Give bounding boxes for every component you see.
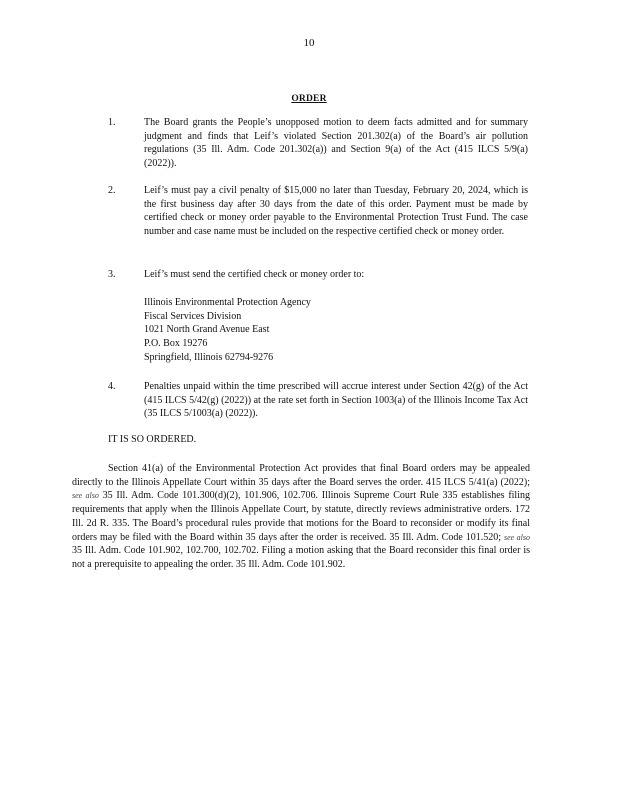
address-line: Illinois Environmental Protection Agency: [144, 297, 311, 308]
mailing-address: [144, 296, 311, 365]
address-line: P.O. Box 19276: [144, 338, 208, 350]
order-heading-text: ORDER: [291, 94, 327, 104]
item-number: 2.: [108, 185, 116, 196]
item-number: 4.: [108, 381, 116, 392]
see-also-signal: see also: [503, 532, 530, 542]
so-ordered: IT IS SO ORDERED.: [108, 434, 197, 445]
item-text: The Board grants the People’s unopposed motion to deem facts admitted and for summary judgment and finds that Leif’s violated Section 201.302(a) of the Board’s air pollution regulations (35 Ill. Adm. Code 201.302(a)) and Section 9(a) of the Act (415 ILCS 5/9(a) (2022)).: [144, 117, 528, 170]
item-number: 1.: [108, 117, 116, 128]
order-item-2: [108, 184, 528, 239]
appeal-text-part2: 35 Ill. Adm. Code 101.300(d)(2), 101.906, 102.706. Illinois Supreme Court Rule 335 establishes filing requirements that apply when the Illinois Appellate Court, by statute, directly reviews administrative orders. 172 Ill. 2d R. 335. The Board’s procedural rules provide that motions for the Board to reconsider or modify its final orders may be filed with the Board within 35 days after the order is received. 35 Ill. Adm. Code 101.520;: [72, 490, 530, 543]
appeal-text-part1: Section 41(a) of the Environmental Protection Act provides that final Board orders may be appealed directly to the Illinois Appellate Court within 35 days after the Board serves the order. 415 ILCS 5/41(a) (2022);: [72, 463, 530, 488]
order-item-3: [108, 268, 528, 282]
item-text: Leif’s must pay a civil penalty of $15,000 no later than Tuesday, February 20, 2024, which is the first business day after 30 days from the date of this order. Payment must be made by certified check or money order payable to the Environmental Protection Trust Fund. The case number and case name must be included on the respective certified check or money order.: [144, 185, 528, 238]
address-line: Fiscal Services Division: [144, 310, 242, 322]
appeal-text-part3: 35 Ill. Adm. Code 101.902, 102.700, 102.702. Filing a motion asking that the Board reconsider this final order is not a prerequisite to appealing the order. 35 Ill. Adm. Code 101.902.: [72, 545, 530, 570]
item-text: Leif’s must send the certified check or money order to:: [144, 269, 365, 280]
order-item-1: [108, 116, 528, 171]
page-number: 10: [303, 37, 315, 49]
item-number: 3.: [108, 269, 116, 280]
appeal-paragraph: [72, 462, 530, 572]
item-text: Penalties unpaid within the time prescribed will accrue interest under Section 42(g) of the Act (415 ILCS 5/42(g) (2022)) at the rate set forth in Section 1003(a) of the Illinois Income Tax Act (35 ILCS 5/1003(a) (2022)).: [144, 381, 528, 420]
order-item-4: [108, 380, 528, 421]
address-line: 1021 North Grand Avenue East: [144, 324, 270, 336]
see-also-signal: see also: [72, 491, 99, 501]
order-heading: [0, 88, 618, 106]
address-line: Springfield, Illinois 62794-9276: [144, 351, 274, 363]
